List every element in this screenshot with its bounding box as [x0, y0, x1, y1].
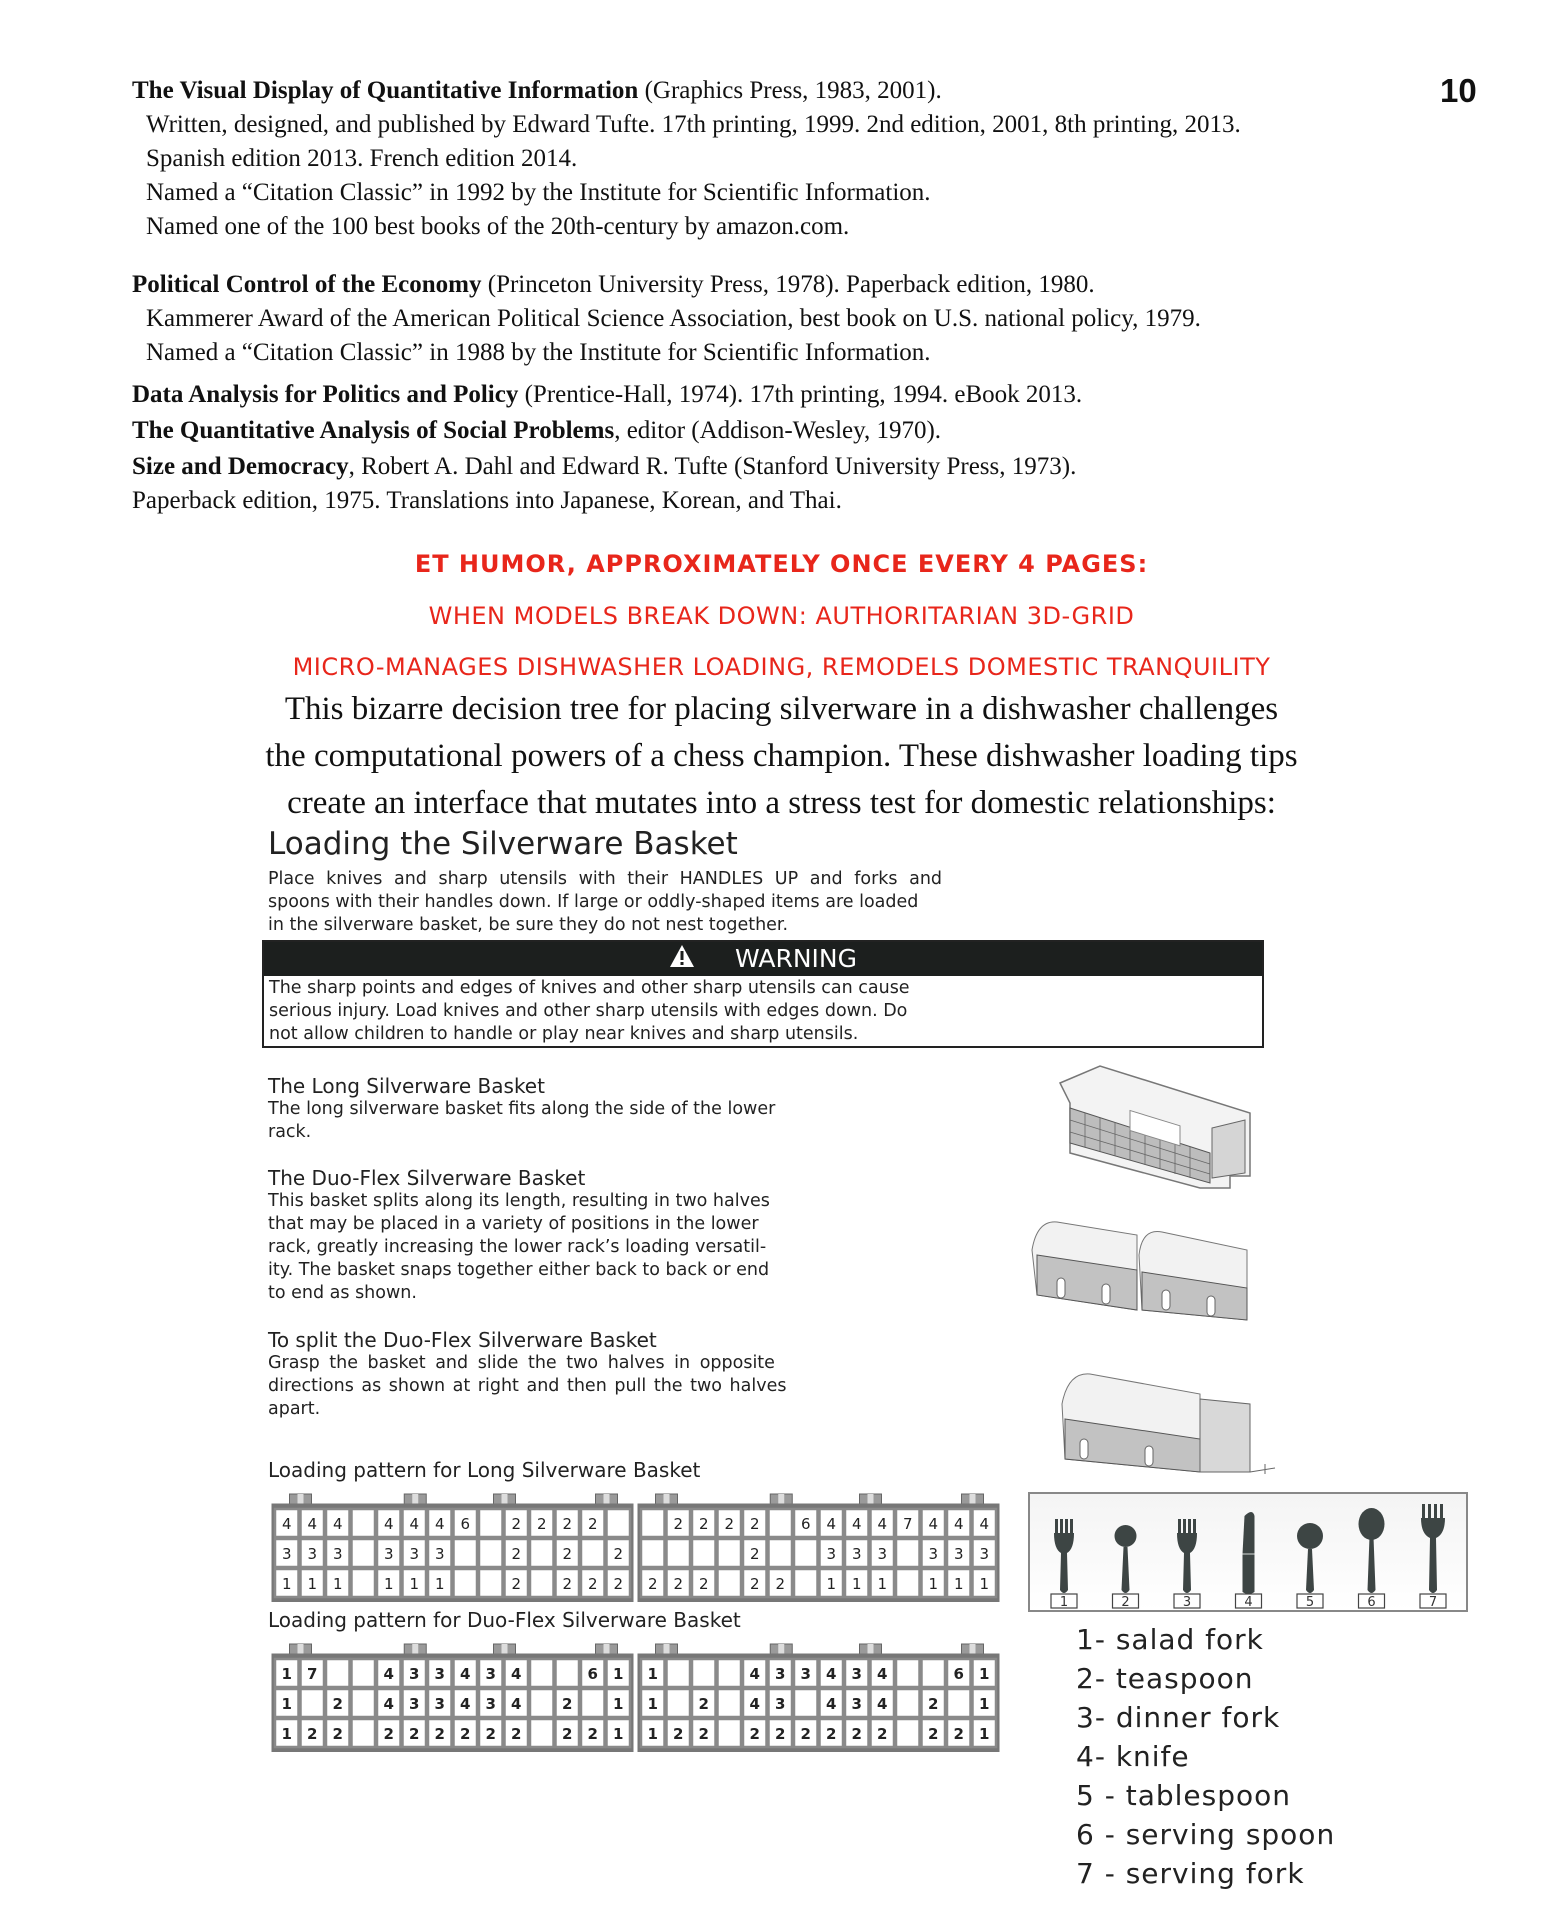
basket-cell: [794, 1689, 818, 1717]
warning-line: not allow children to handle or play near knives and sharp utensils.: [269, 1024, 859, 1044]
cell-count: 4: [953, 1515, 964, 1533]
cell-count: 2: [698, 1515, 709, 1533]
cell-count: 4: [511, 1665, 522, 1683]
cell-count: 4: [409, 1515, 420, 1533]
cell-count: 1: [826, 1575, 837, 1593]
cell-count: 1: [647, 1665, 658, 1683]
cell-count: 2: [775, 1575, 786, 1593]
basket-cell: [794, 1569, 818, 1597]
cell-count: 4: [281, 1515, 292, 1533]
cell-count: 2: [698, 1725, 709, 1743]
basket-hinge-icon: [494, 1494, 516, 1504]
basket-cell: [896, 1539, 920, 1567]
basket-cell: [641, 1509, 665, 1537]
basket-cell: [581, 1689, 605, 1717]
cell-count: 4: [434, 1515, 445, 1533]
bib-title: The Visual Display of Quantitative Information: [132, 77, 639, 104]
cell-count: 1: [613, 1725, 624, 1743]
section-long-basket: [268, 1074, 988, 1144]
cell-count: 3: [979, 1545, 990, 1563]
cell-count: 3: [434, 1665, 445, 1683]
basket-hinge-icon: [770, 1644, 792, 1654]
intro-line: This bizarre decision tree for placing silverware in a dishwasher challenges: [284, 691, 1279, 727]
cell-count: 2: [673, 1515, 684, 1533]
section-split-basket: [268, 1328, 988, 1421]
cell-count: 7: [902, 1515, 913, 1533]
basket-cell: [667, 1659, 691, 1687]
basket-cell: [718, 1659, 742, 1687]
section-line: ity. The basket snaps together either back to back or end: [268, 1260, 770, 1280]
cell-count: 7: [307, 1665, 318, 1683]
section-line: directions as shown at right and then pull the two halves: [268, 1376, 787, 1396]
cell-count: 4: [877, 1665, 888, 1683]
cell-count: 2: [749, 1515, 760, 1533]
bib-title: Data Analysis for Politics and Policy: [132, 381, 519, 408]
cell-count: 6: [460, 1515, 471, 1533]
basket-cell: [718, 1569, 742, 1597]
cell-count: 4: [877, 1695, 888, 1713]
cell-count: 2: [536, 1515, 547, 1533]
cell-count: 4: [460, 1665, 471, 1683]
basket-cell: [718, 1689, 742, 1717]
cell-count: 2: [562, 1515, 573, 1533]
cell-count: 1: [434, 1575, 445, 1593]
cell-count: 4: [826, 1665, 837, 1683]
cell-count: 3: [307, 1545, 318, 1563]
cell-count: 4: [332, 1515, 343, 1533]
cell-count: 2: [775, 1725, 786, 1743]
cell-count: 1: [953, 1575, 964, 1593]
warning-line: The sharp points and edges of knives and other sharp utensils can cause: [269, 978, 910, 998]
cell-count: 2: [826, 1725, 837, 1743]
basket-cell: [922, 1659, 946, 1687]
cell-count: 2: [877, 1725, 888, 1743]
legend-item: 5 - tablespoon: [1076, 1779, 1292, 1812]
basket-cell: [530, 1569, 554, 1597]
basket-hinge-icon: [860, 1644, 882, 1654]
utensil-number: 4: [1244, 1595, 1253, 1610]
basket-cell: [896, 1719, 920, 1747]
section-line: This basket splits along its length, resulting in two halves: [268, 1191, 770, 1211]
basket-cell: [718, 1539, 742, 1567]
cell-count: 4: [928, 1515, 939, 1533]
basket-hinge-icon: [290, 1494, 312, 1504]
warning-header: [264, 942, 1262, 976]
bib-publisher: (Prentice-Hall, 1974). 17th printing, 1994. eBook 2013.: [518, 381, 1083, 408]
section-line: to end as shown.: [268, 1283, 417, 1303]
bib-entry-visual-display: [132, 74, 1241, 244]
cell-count: 3: [851, 1545, 862, 1563]
cell-count: 2: [613, 1575, 624, 1593]
cell-count: 4: [826, 1515, 837, 1533]
cell-count: 2: [749, 1725, 760, 1743]
cell-count: 4: [383, 1515, 394, 1533]
basket-cell: [352, 1689, 376, 1717]
basket-cell: [352, 1509, 376, 1537]
cell-count: 6: [587, 1665, 598, 1683]
basket-cell: [352, 1719, 376, 1747]
basket-cell: [352, 1569, 376, 1597]
humor-subheading-2: MICRO-MANAGES DISHWASHER LOADING, REMODELS DOMESTIC TRANQUILITY: [292, 653, 1271, 681]
basket-cell: [947, 1689, 971, 1717]
legend-item: 6 - serving spoon: [1076, 1818, 1336, 1851]
cell-count: 1: [281, 1665, 292, 1683]
basket-hinge-icon: [860, 1494, 882, 1504]
legend-item: 2- teaspoon: [1076, 1662, 1254, 1695]
basket-hinge-icon: [656, 1644, 678, 1654]
bib-note: Paperback edition, 1975. Translations into Japanese, Korean, and Thai.: [132, 487, 842, 514]
basket-cell: [479, 1539, 503, 1567]
bib-note: Kammerer Award of the American Political Science Association, best book on U.S. national policy, 1979.: [146, 305, 1201, 332]
warning-triangle-icon: [669, 943, 695, 977]
cell-count: 4: [851, 1515, 862, 1533]
cell-count: 1: [613, 1665, 624, 1683]
basket-cell: [667, 1689, 691, 1717]
basket-cell: [718, 1719, 742, 1747]
cell-count: 2: [511, 1545, 522, 1563]
section-line: that may be placed in a variety of positions in the lower: [268, 1214, 759, 1234]
bib-note: Named one of the 100 best books of the 20th-century by amazon.com.: [146, 213, 850, 240]
utensil-number: 3: [1182, 1595, 1192, 1610]
basket-hinge-icon: [290, 1644, 312, 1654]
legend-item: 4- knife: [1076, 1740, 1190, 1773]
cell-count: 2: [800, 1725, 811, 1743]
lead-line: in the silverware basket, be sure they do not nest together.: [268, 915, 789, 935]
cell-count: 3: [877, 1545, 888, 1563]
section-line: rack.: [268, 1122, 312, 1142]
cell-count: 1: [979, 1665, 990, 1683]
cell-count: 1: [613, 1695, 624, 1713]
basket-cell: [667, 1539, 691, 1567]
serving-fork-icon: [1421, 1504, 1445, 1593]
section-heading: The Long Silverware Basket: [268, 1074, 545, 1098]
section-heading: The Duo-Flex Silverware Basket: [268, 1166, 586, 1190]
intro-line: create an interface that mutates into a stress test for domestic relationships:: [287, 785, 1276, 821]
cell-count: 4: [460, 1695, 471, 1713]
section-heading: To split the Duo-Flex Silverware Basket: [268, 1328, 657, 1352]
page-number: 10: [1440, 72, 1477, 109]
cell-count: 4: [749, 1665, 760, 1683]
warning-label: WARNING: [735, 944, 857, 973]
cell-count: 3: [928, 1545, 939, 1563]
cell-count: 1: [647, 1695, 658, 1713]
serving-spoon-icon: [1359, 1508, 1385, 1593]
cell-count: 3: [826, 1545, 837, 1563]
cell-count: 1: [647, 1725, 658, 1743]
bib-entry-size-democracy: [132, 450, 1076, 518]
cell-count: 2: [587, 1515, 598, 1533]
utensil-number: 6: [1367, 1595, 1376, 1610]
bib-title: Size and Democracy: [132, 453, 349, 480]
manual-lead: [268, 868, 1128, 937]
cell-count: 4: [826, 1695, 837, 1713]
lead-line: Place knives and sharp utensils with their HANDLES UP and forks and: [268, 869, 943, 889]
cell-count: 2: [383, 1725, 394, 1743]
cell-count: 2: [409, 1725, 420, 1743]
cell-count: 1: [383, 1575, 394, 1593]
basket-cell: [641, 1539, 665, 1567]
basket-hinge-icon: [656, 1494, 678, 1504]
cell-count: 4: [749, 1695, 760, 1713]
cell-count: 3: [409, 1545, 420, 1563]
duoflex-basket-joined-illustration: [1022, 1210, 1262, 1335]
cell-count: 3: [800, 1665, 811, 1683]
cell-count: 2: [511, 1575, 522, 1593]
cell-count: 1: [281, 1725, 292, 1743]
cell-count: 3: [953, 1545, 964, 1563]
cell-count: 2: [332, 1725, 343, 1743]
cell-count: 1: [332, 1575, 343, 1593]
cell-count: 6: [953, 1665, 964, 1683]
cell-count: 3: [332, 1545, 343, 1563]
utensil-number: 5: [1305, 1595, 1315, 1610]
cell-count: 3: [851, 1665, 862, 1683]
cell-count: 3: [434, 1545, 445, 1563]
basket-cell: [896, 1659, 920, 1687]
cell-count: 6: [800, 1515, 811, 1533]
cell-count: 2: [562, 1545, 573, 1563]
cell-count: 1: [877, 1575, 888, 1593]
cell-count: 2: [647, 1575, 658, 1593]
basket-cell: [352, 1539, 376, 1567]
cell-count: 1: [979, 1695, 990, 1713]
manual-title: Loading the Silverware Basket: [268, 826, 738, 862]
cell-count: 2: [587, 1575, 598, 1593]
bib-entry-quantitative-analysis: [132, 414, 941, 448]
cell-count: 2: [698, 1695, 709, 1713]
cell-count: 2: [562, 1575, 573, 1593]
cell-count: 1: [307, 1575, 318, 1593]
cell-count: 3: [485, 1665, 496, 1683]
basket-cell: [769, 1509, 793, 1537]
basket-cell: [896, 1689, 920, 1717]
cell-count: 2: [511, 1515, 522, 1533]
cell-count: 1: [928, 1575, 939, 1593]
cell-count: 2: [307, 1725, 318, 1743]
utensil-key-box: [1028, 1492, 1468, 1612]
basket-hinge-icon: [596, 1644, 618, 1654]
cell-count: 2: [953, 1725, 964, 1743]
bib-entry-political-control: [132, 268, 1201, 370]
basket-hinge-icon: [404, 1494, 426, 1504]
intro-line: the computational powers of a chess champion. These dishwasher loading tips: [265, 738, 1298, 774]
cell-count: 2: [613, 1545, 624, 1563]
cell-count: 2: [434, 1725, 445, 1743]
cell-count: 3: [775, 1665, 786, 1683]
cell-count: 2: [928, 1695, 939, 1713]
section-line: apart.: [268, 1399, 321, 1419]
legend-item: 3- dinner fork: [1076, 1701, 1281, 1734]
basket-cell: [530, 1719, 554, 1747]
cell-count: 1: [979, 1575, 990, 1593]
bib-note: Named a “Citation Classic” in 1992 by the Institute for Scientific Information.: [146, 179, 931, 206]
basket-cell: [352, 1659, 376, 1687]
basket-cell: [454, 1569, 478, 1597]
basket-hinge-icon: [404, 1644, 426, 1654]
section-line: rack, greatly increasing the lower rack’s loading versatil-: [268, 1237, 767, 1257]
cell-count: 1: [979, 1725, 990, 1743]
cell-count: 3: [383, 1545, 394, 1563]
cell-count: 2: [562, 1725, 573, 1743]
cell-count: 2: [724, 1515, 735, 1533]
cell-count: 3: [485, 1695, 496, 1713]
bib-publisher: (Princeton University Press, 1978). Paperback edition, 1980.: [481, 271, 1095, 298]
bib-note: Written, designed, and published by Edward Tufte. 17th printing, 1999. 2nd edition, 2001, 8th printing, 2013.: [146, 111, 1241, 138]
basket-cell: [692, 1539, 716, 1567]
knife-icon: [1243, 1512, 1255, 1594]
lead-line: spoons with their handles down. If large or oddly-shaped items are loaded: [268, 892, 919, 912]
cell-count: 2: [485, 1725, 496, 1743]
humor-subheading-1: WHEN MODELS BREAK DOWN: AUTHORITARIAN 3D-GRID: [428, 602, 1135, 630]
cell-count: 2: [749, 1575, 760, 1593]
basket-cell: [530, 1659, 554, 1687]
section-line: The long silverware basket fits along the side of the lower: [268, 1099, 776, 1119]
basket-cell: [607, 1509, 631, 1537]
basket-cell: [326, 1659, 350, 1687]
cell-count: 2: [928, 1725, 939, 1743]
basket-hinge-icon: [962, 1644, 984, 1654]
utensil-legend: [1076, 1620, 1335, 1893]
utensil-number: 1: [1059, 1595, 1069, 1610]
cell-count: 2: [749, 1545, 760, 1563]
bib-publisher: , editor (Addison-Wesley, 1970).: [614, 417, 942, 444]
intro-paragraph: [0, 686, 1563, 827]
basket-cell: [454, 1539, 478, 1567]
cell-count: 2: [673, 1575, 684, 1593]
basket-cell: [479, 1509, 503, 1537]
cell-count: 2: [562, 1695, 573, 1713]
cell-count: 4: [979, 1515, 990, 1533]
salad-fork-icon: [1054, 1519, 1074, 1593]
cell-count: 1: [851, 1575, 862, 1593]
legend-item: 1- salad fork: [1076, 1623, 1264, 1656]
cell-count: 2: [332, 1695, 343, 1713]
cell-count: 2: [673, 1725, 684, 1743]
duoflex-basket-split-illustration: [1050, 1364, 1280, 1481]
basket-hinge-icon: [962, 1494, 984, 1504]
cell-count: 4: [307, 1515, 318, 1533]
basket-cell: [794, 1539, 818, 1567]
long-basket-illustration: [1040, 1058, 1260, 1198]
bib-note: Named a “Citation Classic” in 1988 by the Institute for Scientific Information.: [146, 339, 931, 366]
cell-count: 2: [511, 1725, 522, 1743]
cell-count: 1: [409, 1575, 420, 1593]
warning-text: [264, 976, 1262, 1047]
utensil-number: 2: [1121, 1595, 1130, 1610]
warning-line: serious injury. Load knives and other sharp utensils with edges down. Do: [269, 1001, 908, 1021]
basket-cell: [896, 1569, 920, 1597]
duoflex-pattern-heading: Loading pattern for Duo-Flex Silverware Basket: [268, 1608, 741, 1632]
cell-count: 1: [281, 1575, 292, 1593]
cell-count: 3: [281, 1545, 292, 1563]
cell-count: 4: [877, 1515, 888, 1533]
cell-count: 3: [409, 1695, 420, 1713]
bib-entry-data-analysis: [132, 378, 1082, 412]
cell-count: 3: [434, 1695, 445, 1713]
bib-note: Spanish edition 2013. French edition 2014.: [146, 145, 578, 172]
cell-count: 3: [851, 1695, 862, 1713]
tablespoon-icon: [1297, 1523, 1323, 1593]
section-duoflex-basket: [268, 1166, 988, 1305]
bib-title: The Quantitative Analysis of Social Problems: [132, 417, 615, 444]
cell-count: 3: [409, 1665, 420, 1683]
utensil-number: 7: [1428, 1595, 1438, 1610]
teaspoon-icon: [1115, 1525, 1137, 1593]
cell-count: 4: [511, 1695, 522, 1713]
basket-hinge-icon: [596, 1494, 618, 1504]
basket-hinge-icon: [770, 1494, 792, 1504]
warning-box: [262, 940, 1264, 1048]
long-pattern-heading: Loading pattern for Long Silverware Basket: [268, 1458, 701, 1482]
basket-cell: [530, 1539, 554, 1567]
cell-count: 2: [460, 1725, 471, 1743]
basket-cell: [581, 1539, 605, 1567]
cell-count: 4: [383, 1695, 394, 1713]
bib-publisher: (Graphics Press, 1983, 2001).: [638, 77, 942, 104]
cell-count: 4: [383, 1665, 394, 1683]
dinner-fork-icon: [1177, 1519, 1197, 1593]
basket-cell: [769, 1539, 793, 1567]
duoflex-pattern-grid: [270, 1642, 1000, 1757]
basket-hinge-icon: [494, 1644, 516, 1654]
cell-count: 3: [775, 1695, 786, 1713]
basket-cell: [530, 1689, 554, 1717]
basket-cell: [692, 1659, 716, 1687]
cell-count: 1: [281, 1695, 292, 1713]
basket-cell: [301, 1689, 325, 1717]
section-line: Grasp the basket and slide the two halves in opposite: [268, 1353, 775, 1373]
legend-item: 7 - serving fork: [1076, 1857, 1305, 1890]
basket-cell: [479, 1569, 503, 1597]
bib-publisher: , Robert A. Dahl and Edward R. Tufte (Stanford University Press, 1973).: [348, 453, 1077, 480]
bib-title: Political Control of the Economy: [132, 271, 482, 298]
basket-cell: [556, 1659, 580, 1687]
long-pattern-grid: [270, 1492, 1000, 1607]
cell-count: 2: [851, 1725, 862, 1743]
cell-count: 2: [587, 1725, 598, 1743]
cell-count: 2: [698, 1575, 709, 1593]
humor-heading: ET HUMOR, APPROXIMATELY ONCE EVERY 4 PAGES:: [414, 550, 1149, 578]
